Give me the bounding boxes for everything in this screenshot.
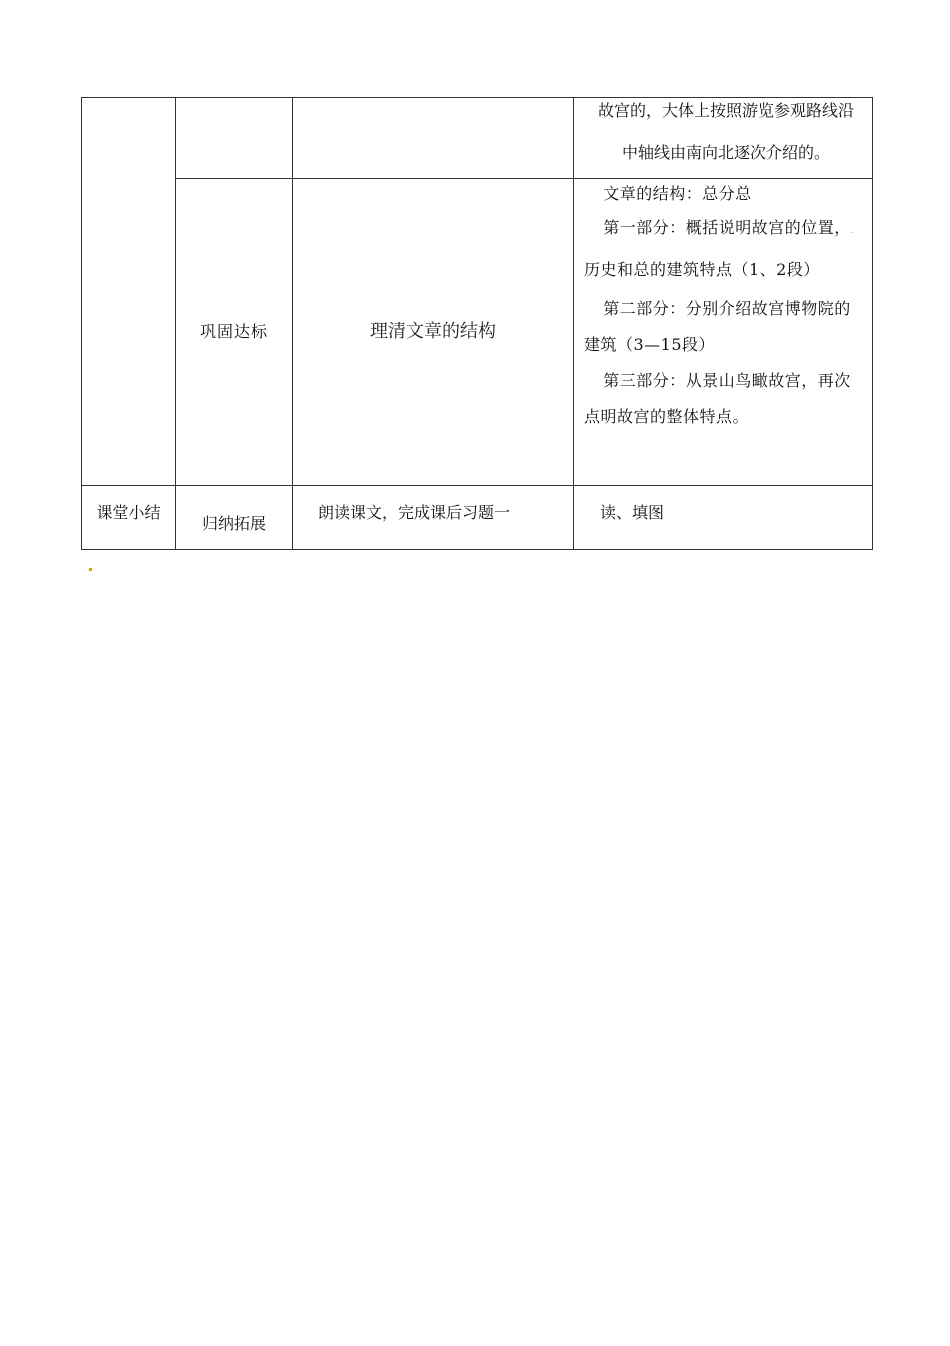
- step-cell: [176, 179, 293, 486]
- table-row: [82, 179, 873, 486]
- structure-line: 第三部分：从景山鸟瞰故宫，再次: [603, 371, 851, 390]
- stage-cell-empty: [82, 98, 176, 486]
- structure-cell: [574, 179, 873, 486]
- stage-label: 课堂小结: [96, 503, 161, 522]
- teacher-cell-empty: [293, 98, 574, 179]
- teacher-cell: [293, 486, 574, 550]
- student-activity-cell: [574, 98, 873, 179]
- structure-line: 建筑（3—15段）: [584, 335, 716, 354]
- step-cell: [176, 486, 293, 550]
- lesson-plan-table: [81, 97, 873, 550]
- step-label: 归纳拓展: [201, 514, 266, 533]
- teaching-goal-text: 理清文章的结构: [370, 321, 496, 342]
- student-activity-line: 故宫的，大体上按照游览参观路线沿: [597, 101, 854, 120]
- teacher-activity-text: 朗读课文，完成课后习题一: [318, 503, 511, 522]
- marker-dot-icon: [89, 568, 92, 571]
- table-row: [82, 486, 873, 550]
- student-cell: [574, 486, 873, 550]
- step-label: 巩固达标: [199, 322, 268, 341]
- marker-dot-icon: .: [850, 225, 855, 236]
- stage-cell: [82, 486, 176, 550]
- comma-mark: ，: [834, 218, 851, 237]
- student-activity-line: 中轴线由南向北逐次介绍的。: [621, 143, 830, 162]
- structure-line: 历史和总的建筑特点（1、2段）: [584, 260, 820, 279]
- student-activity-text: 读、填图: [600, 503, 665, 522]
- structure-line: 第二部分：分别介绍故宫博物院的: [603, 299, 851, 318]
- structure-line: 第一部分：概括说明故宫的位置，.: [603, 218, 855, 237]
- teacher-cell: [293, 179, 574, 486]
- step-cell-empty: [176, 98, 293, 179]
- structure-line: 点明故宫的整体特点。: [584, 407, 750, 426]
- table-row: [82, 98, 873, 179]
- structure-line: 文章的结构：总分总: [603, 184, 752, 203]
